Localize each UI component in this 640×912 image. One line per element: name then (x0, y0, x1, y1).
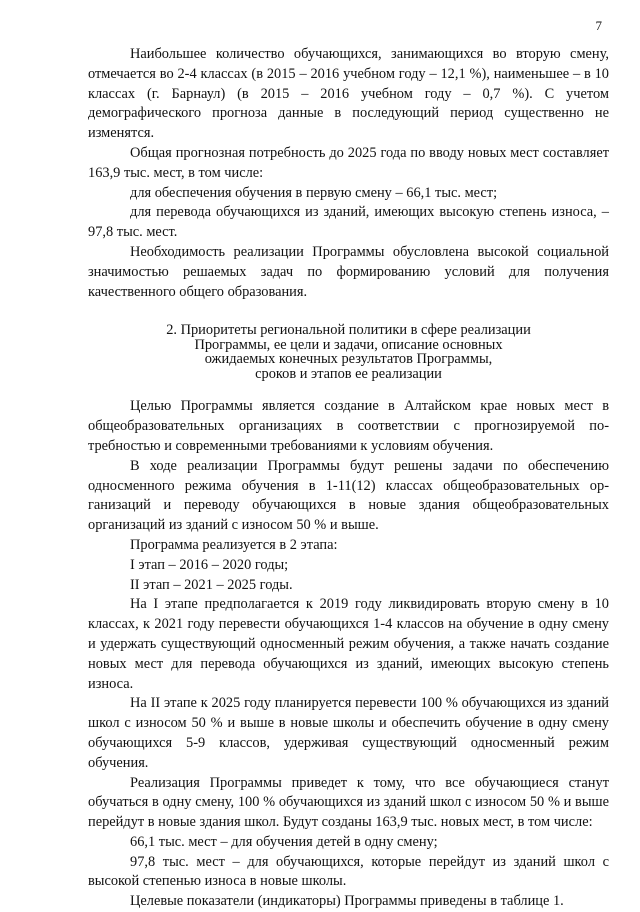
paragraph: 66,1 тыс. мест – для обучения детей в одну смену; (130, 833, 438, 850)
section-heading-line: Программы, ее цели и задачи, описание основных (194, 336, 503, 353)
paragraph: На II этапе к 2025 году планируется перевести 100 % обучающихся из зданий школ с износом 50 % и выше в новые школы и обеспечить обучение в одну смену обучающихся 5-9 классов, удерживая существующий односменный режим обучения. (88, 695, 609, 771)
document-body (88, 45, 609, 912)
paragraph: Необходимость реализации Программы обусловлена высокой социальной значимостью решаемых задач по формированию условий для получения качественного общего образования. (88, 243, 609, 300)
paragraph: Наибольшее количество обучающихся, занимающихся во вторую смену, отмечается во 2-4 классах (в 2015 – 2016 учебном году – 12,1 %), наименьшее – в 10 классах (г. Барнаул) (в 2015 – 2016 учебном году – 0,7 %). С учетом демографического прогноза данные в последующий период существенно не изменятся. (88, 46, 609, 142)
paragraph: I этап – 2016 – 2020 годы; (130, 556, 289, 573)
section-heading (88, 323, 609, 381)
paragraph: для обеспечения обучения в первую смену – 66,1 тыс. мест; (130, 184, 498, 201)
paragraph: 97,8 тыс. мест – для обучающихся, которые перейдут из зданий школ с высокой степенью износа в новые школы. (88, 853, 609, 890)
paragraph: Программа реализуется в 2 этапа: (130, 536, 338, 553)
section-heading-line: сроков и этапов ее реализации (255, 365, 442, 382)
section-heading-line: ожидаемых конечных результатов Программы, (204, 351, 493, 368)
section-heading-line: 2. Приоритеты региональной политики в сфере реализации (166, 322, 531, 339)
paragraph: II этап – 2021 – 2025 годы. (130, 576, 293, 593)
paragraph: для перевода обучающихся из зданий, имеющих высокую степень износа, – 97,8 тыс. мест. (88, 204, 609, 241)
paragraph: Общая прогнозная потребность до 2025 года по вводу новых мест составляет 163,9 тыс. мест, в том числе: (88, 144, 609, 181)
paragraph: Целью Программы является создание в Алтайском крае новых мест в общеобразовательных организациях в соответствии с прогнозируемой потребностью и современными требованиями к условиям обучения. (88, 398, 609, 454)
paragraph: Целевые показатели (индикаторы) Программы приведены в таблице 1. (130, 893, 564, 910)
paragraph: Реализация Программы приведет к тому, что все обучающиеся станут обучаться в одну смену, 100 % обучающихся из зданий школ с износом 50 % и выше перейдут в новые здания школ. Будут созданы 163,9 тыс. новых мест, в том числе: (88, 774, 609, 831)
paragraph: В ходе реализации Программы будут решены задачи по обеспечению односменного режима обучения в 1-11(12) классах общеобразовательных организаций и переводу обучающихся в новые здания общеобразовательных организаций из зданий с износом 50 % и выше. (88, 457, 609, 534)
paragraph: На I этапе предполагается к 2019 году ликвидировать вторую смену в 10 классах, к 2021 году перевести обучающихся 1-4 классов на обучение в одну смену и удержать существующий односменный режим обучения, а также начать создание новых мест для перевода обучающихся из зданий, имеющих высокую степень износа. (88, 596, 609, 692)
page-number: 7 (595, 18, 602, 33)
